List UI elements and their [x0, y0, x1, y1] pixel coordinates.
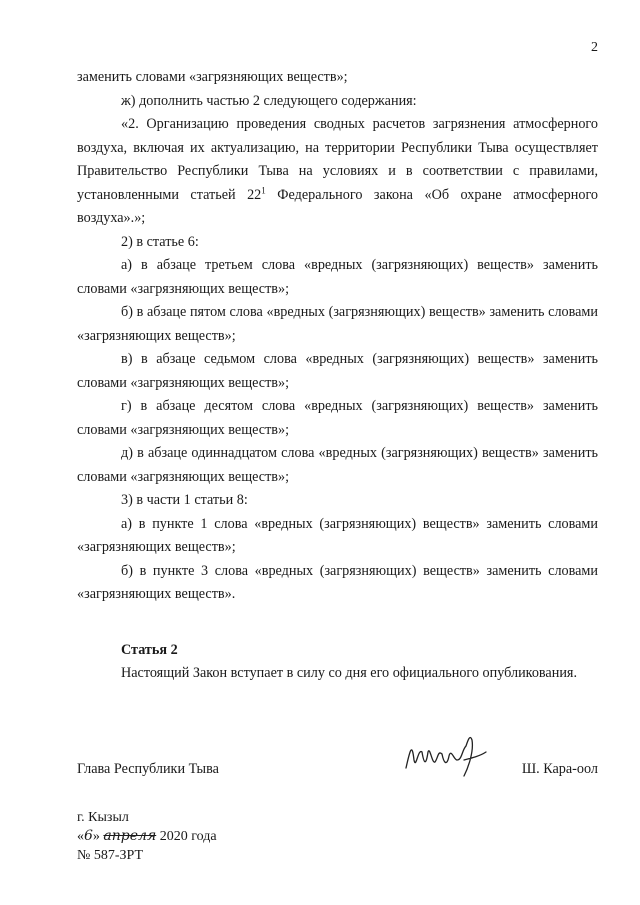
signatory-name: Ш. Кара-оол	[521, 761, 598, 777]
paragraph-3	[77, 113, 598, 231]
superscript: 1	[261, 184, 266, 195]
paragraph-12: б) в пункте 3 слова «вредных (загрязняющих) веществ» заменить словами «загрязняющих веществ».	[77, 562, 598, 602]
date-year: 2020 года	[159, 829, 217, 844]
signatory-role: Глава Республики Тыва	[77, 761, 219, 777]
handwritten-signature-icon	[402, 730, 492, 780]
paragraph-1: заменить словами «загрязняющих веществ»;	[77, 69, 348, 85]
law-number: № 587-ЗРТ	[77, 848, 144, 863]
page-number: 2	[591, 40, 598, 55]
paragraph-3-tail: Федерального закона «Об охране атмосферного воздуха».»;	[77, 186, 598, 226]
paragraph-8: г) в абзаце десятом слова «вредных (загрязняющих) веществ» заменить словами «загрязняющих веществ»;	[77, 398, 598, 438]
document-body	[77, 66, 598, 686]
paragraph-2: ж) дополнить частью 2 следующего содержания:	[121, 92, 417, 109]
paragraph-9: д) в абзаце одиннадцатом слова «вредных (загрязняющих) веществ» заменить словами «загрязняющих веществ»;	[77, 445, 598, 485]
city: г. Кызыл	[77, 810, 129, 825]
place-and-date	[77, 808, 217, 865]
spacer	[77, 607, 598, 639]
date-line	[77, 827, 217, 846]
date-quote-open: «	[77, 829, 84, 844]
paragraph-11: а) в пункте 1 слова «вредных (загрязняющих) веществ» заменить словами «загрязняющих веществ»;	[77, 515, 598, 555]
article-text: Настоящий Закон вступает в силу со дня его официального опубликования.	[121, 665, 577, 681]
date-quote-close: »	[92, 829, 100, 844]
paragraph-6: б) в абзаце пятом слова «вредных (загрязняющих) веществ» заменить словами «загрязняющих веществ»;	[77, 304, 598, 344]
paragraph-10: 3) в части 1 статьи 8:	[121, 492, 248, 508]
paragraph-5: а) в абзаце третьем слова «вредных (загрязняющих) веществ» заменить словами «загрязняющих веществ»;	[77, 257, 598, 297]
date-month: апреля	[103, 828, 157, 844]
signature-block	[77, 758, 598, 798]
paragraph-4: 2) в статье 6:	[121, 233, 199, 250]
date-day: 6	[84, 828, 93, 844]
paragraph-3-text: «2. Организацию проведения сводных расчетов загрязнения атмосферного воздуха, включая их актуализацию, на территории Республики Тыва осуществляет Правительство Республики Тыва на условиях и в соответствии с правилами, установленными статьей 22	[77, 116, 598, 203]
article-title: Статья 2	[121, 641, 178, 658]
paragraph-7: в) в абзаце седьмом слова «вредных (загрязняющих) веществ» заменить словами «загрязняющих веществ»;	[77, 351, 598, 391]
